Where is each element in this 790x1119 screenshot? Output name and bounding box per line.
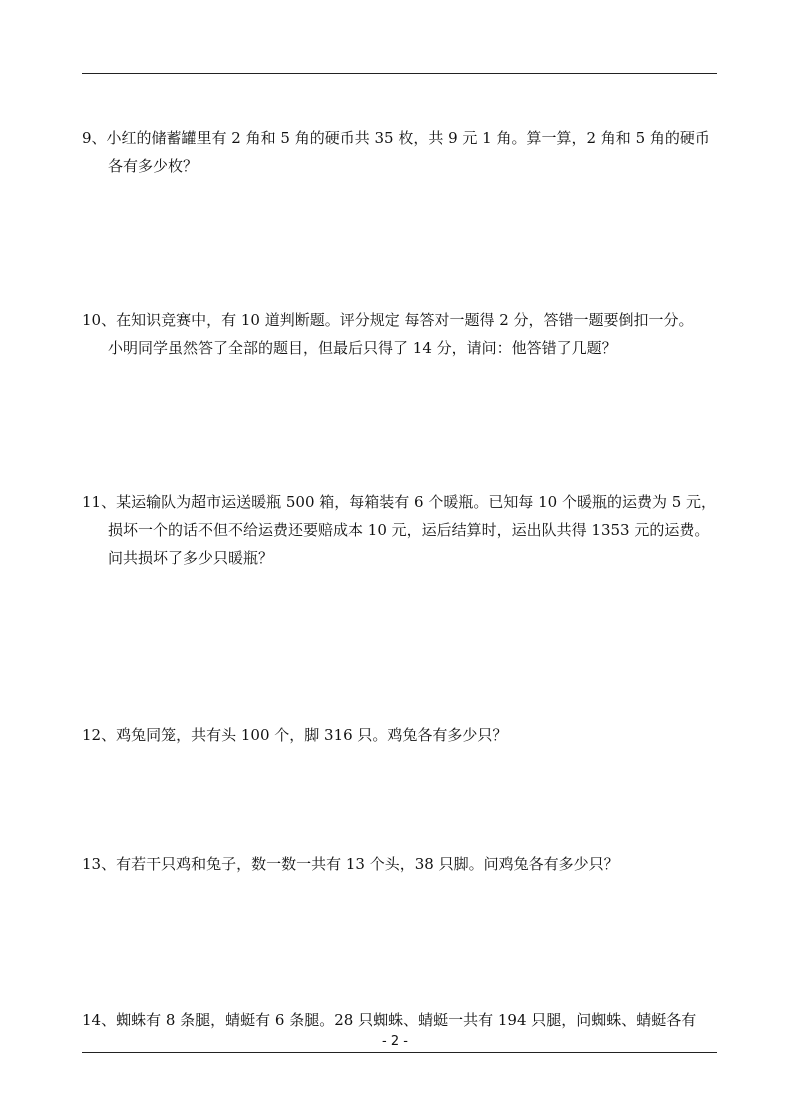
question-11-line-1: 11、某运输队为超市运送暖瓶 500 箱，每箱装有 6 个暖瓶。已知每 10 个暖瓶的运费为 5 元，	[82, 493, 717, 511]
question-14	[82, 1006, 722, 1034]
page-number: - 2 -	[382, 1034, 408, 1049]
footer-rule	[82, 1052, 717, 1053]
question-11	[82, 488, 722, 572]
question-10-line-1: 10、在知识竞赛中，有 10 道判断题。评分规定 每答对一题得 2 分，答错一题要倒扣一分。	[82, 311, 694, 329]
question-10-line-2: 小明同学虽然答了全部的题目，但最后只得了 14 分，请问：他答错了几题？	[108, 339, 617, 357]
question-9-line-1: 9、小红的储蓄罐里有 2 角和 5 角的硬币共 35 枚，共 9 元 1 角。算一算，2 角和 5 角的硬币	[82, 129, 710, 147]
question-11-line-3: 问共损坏了多少只暖瓶？	[108, 549, 274, 567]
question-13	[82, 850, 722, 878]
question-10	[82, 306, 722, 362]
question-12	[82, 721, 722, 749]
header-rule	[82, 73, 717, 74]
question-13-line-1: 13、有若干只鸡和兔子，数一数一共有 13 个头，38 只脚。问鸡兔各有多少只？	[82, 855, 619, 873]
question-9-line-2: 各有多少枚？	[108, 157, 199, 175]
question-12-line-1: 12、鸡兔同笼，共有头 100 个，脚 316 只。鸡兔各有多少只？	[82, 726, 508, 744]
question-9	[82, 124, 722, 180]
question-11-line-2: 损坏一个的话不但不给运费还要赔成本 10 元，运后结算时，运出队共得 1353 元的运费。	[108, 521, 710, 539]
question-14-line-1: 14、蜘蛛有 8 条腿，蜻蜓有 6 条腿。28 只蜘蛛、蜻蜓一共有 194 只腿，问蜘蛛、蜻蜓各有	[82, 1011, 697, 1029]
